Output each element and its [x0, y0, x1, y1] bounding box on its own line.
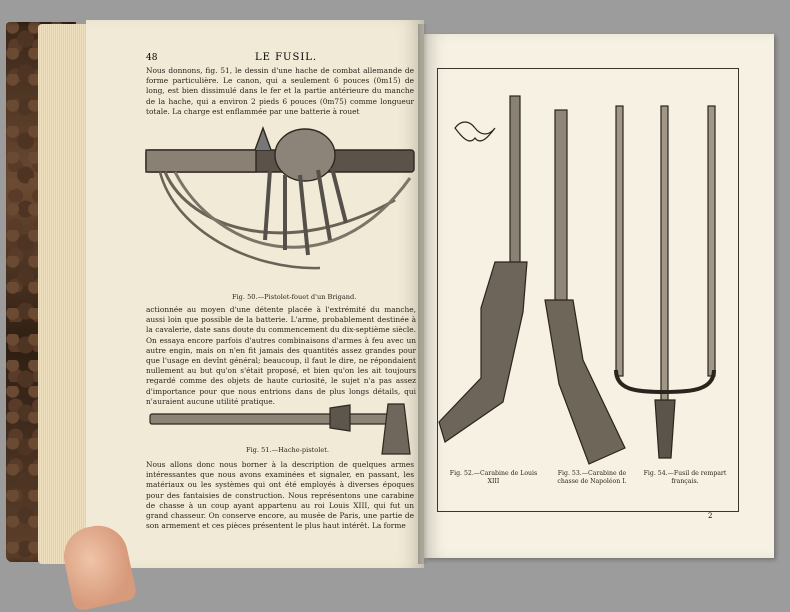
fig-54-barrel-left: [616, 106, 623, 376]
running-head: LE FUSIL.: [255, 52, 318, 63]
caption-fig-50: Fig. 50.—Pistolet-fouet d'un Brigand.: [232, 293, 357, 301]
fig-54-barrel-right: [708, 106, 715, 376]
signature-mark: 2: [708, 512, 713, 520]
caption-fig-51: Fig. 51.—Hache-pistolet.: [246, 446, 330, 454]
caption-fig-54: Fig. 54.—Fusil de rempart français.: [643, 470, 727, 485]
fig-53-stock: [545, 300, 625, 464]
page-number: 48: [146, 53, 158, 63]
caption-fig-53: Fig. 53.—Carabine de chasse de Napoléon I.: [557, 470, 627, 485]
fig-54-barrel-center: [661, 106, 668, 406]
paragraph-1: Nous donnons, fig. 51, le dessin d'une hache de combat allemande de forme particulière. Le canon, qui a seulement 6 pouces (0m15) de long, est bien dissimulé dans le fer et la partie antérieure du manche de la hache, qui a environ 2 pieds 6 pouces (0m75) comme longueur totale. La charge est enflammée par une batterie à rouet: [146, 66, 414, 116]
fig-53-barrel: [555, 110, 567, 310]
paragraph-3: Nous allons donc nous borner à la description de quelques armes intéressantes que nous avons examinées et signaler, en passant, les matériaux ou les systèmes qui ont été employés à diverses époques pour des fantaisies de construction. Nous représentons une carabine de chasse à un coup ayant appartenu au roi Louis XIII, qui fut un grand chasseur. On conserve encore, au musée de Paris, une partie de son armement et ces pièces présentent le plus haut intérêt. La forme: [146, 460, 414, 531]
fig-54-stock: [655, 400, 675, 458]
ornament-icon: [455, 122, 495, 141]
fig-52-stock: [439, 262, 527, 442]
caption-fig-52: Fig. 52.—Carabine de Louis XIII: [449, 470, 538, 485]
paragraph-2: actionnée au moyen d'une détente placée à l'extrémité du manche, aussi loin que possible de la batterie. L'arme, probablement destinée à la cavalerie, date sans doute du commencement du dix-septième siècle. On essaya encore parfois d'autres combinaisons d'armes à feu avec un autre engin, mais on n'en fit jamais des quantités assez grandes pour que l'usage en devînt général; beaucoup, il faut le dire, ne répondaient nullement au but qu'on s'était proposé, et bien qu'on les ait toujours regardé comme des objets de haute curiosité, le sujet n'a pas assez d'importance pour que nous entrions dans de plus longs détails, qui n'auraient aucune utilité pratique.: [146, 305, 416, 406]
fig-52-barrel: [510, 96, 520, 266]
